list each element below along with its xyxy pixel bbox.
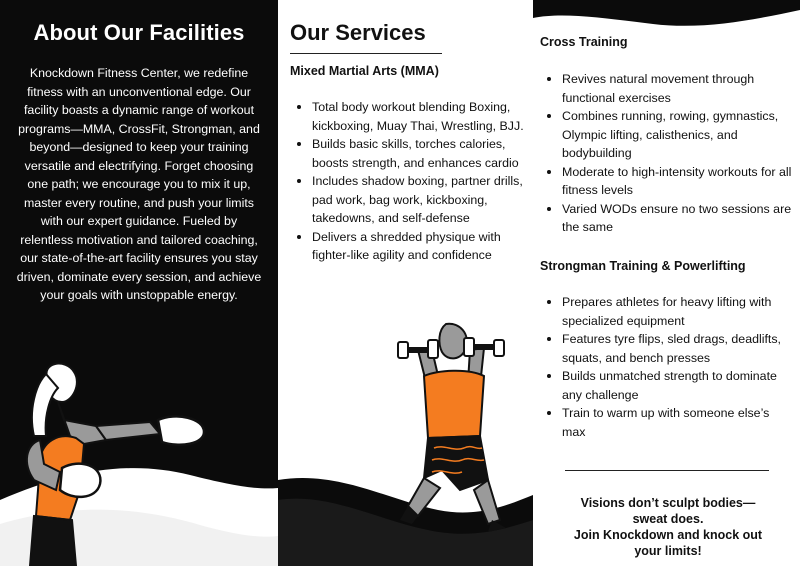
list-item: Train to warm up with someone else’s max bbox=[542, 404, 794, 441]
mma-heading: Mixed Martial Arts (MMA) bbox=[290, 64, 439, 78]
tagline-line: sweat does. bbox=[632, 512, 704, 526]
training-panel bbox=[533, 0, 800, 566]
strongman-list bbox=[542, 293, 794, 441]
facilities-title: About Our Facilities bbox=[33, 20, 245, 45]
tagline-line: your limits! bbox=[634, 544, 702, 558]
facilities-panel bbox=[0, 0, 278, 566]
cross-training-heading: Cross Training bbox=[540, 35, 628, 49]
list-item: Prepares athletes for heavy lifting with specialized equipment bbox=[542, 293, 794, 330]
training-top-wave bbox=[533, 0, 800, 40]
list-item: Combines running, rowing, gymnastics, Olympic lifting, calisthenics, and bodybuilding bbox=[542, 107, 794, 163]
list-item: Builds basic skills, torches calories, boosts strength, and enhances cardio bbox=[292, 135, 530, 172]
athlete-dumbbell-icon bbox=[398, 324, 506, 532]
services-title: Our Services bbox=[290, 20, 426, 45]
tagline-line: Join Knockdown and knock out bbox=[573, 528, 763, 542]
list-item: Moderate to high-intensity workouts for all fitness levels bbox=[542, 163, 794, 200]
list-item: Revives natural movement through functional exercises bbox=[542, 70, 794, 107]
dumbbell-athlete-illustration bbox=[388, 320, 528, 566]
list-item: Includes shadow boxing, partner drills, pad work, bag work, kickboxing, takedowns, and self-defense bbox=[292, 172, 530, 228]
cross-training-list bbox=[542, 70, 794, 237]
boxer-illustration bbox=[0, 340, 278, 566]
facilities-description: Knockdown Fitness Center, we redefine fitness with an unconventional edge. Our facility boasts a dynamic range of workout programs—MMA, CrossFit, Strongman, and beyond—designed to keep your training versatile and electrifying. Forget choosing one path; we encourage you to mix it up, master every routine, and push your limits with our expert guidance. Fueled by relentless motivation and tailored coaching, our state-of-the-art facility ensures you stay driven, dominate every session, and achieve your goals with unstoppable energy. bbox=[16, 66, 262, 302]
closing-tagline bbox=[543, 495, 793, 559]
list-item: Builds unmatched strength to dominate any challenge bbox=[542, 367, 794, 404]
services-panel bbox=[278, 0, 533, 566]
mma-list bbox=[292, 98, 530, 265]
list-item: Varied WODs ensure no two sessions are the same bbox=[542, 200, 794, 237]
tagline-line: Visions don’t sculpt bodies— bbox=[580, 496, 756, 510]
services-title-divider bbox=[290, 53, 442, 54]
strongman-heading: Strongman Training & Powerlifting bbox=[540, 259, 746, 273]
closing-divider bbox=[565, 470, 769, 471]
list-item: Total body workout blending Boxing, kickboxing, Muay Thai, Wrestling, BJJ. bbox=[292, 98, 530, 135]
list-item: Delivers a shredded physique with fighter-like agility and confidence bbox=[292, 228, 530, 265]
list-item: Features tyre flips, sled drags, deadlifts, squats, and bench presses bbox=[542, 330, 794, 367]
